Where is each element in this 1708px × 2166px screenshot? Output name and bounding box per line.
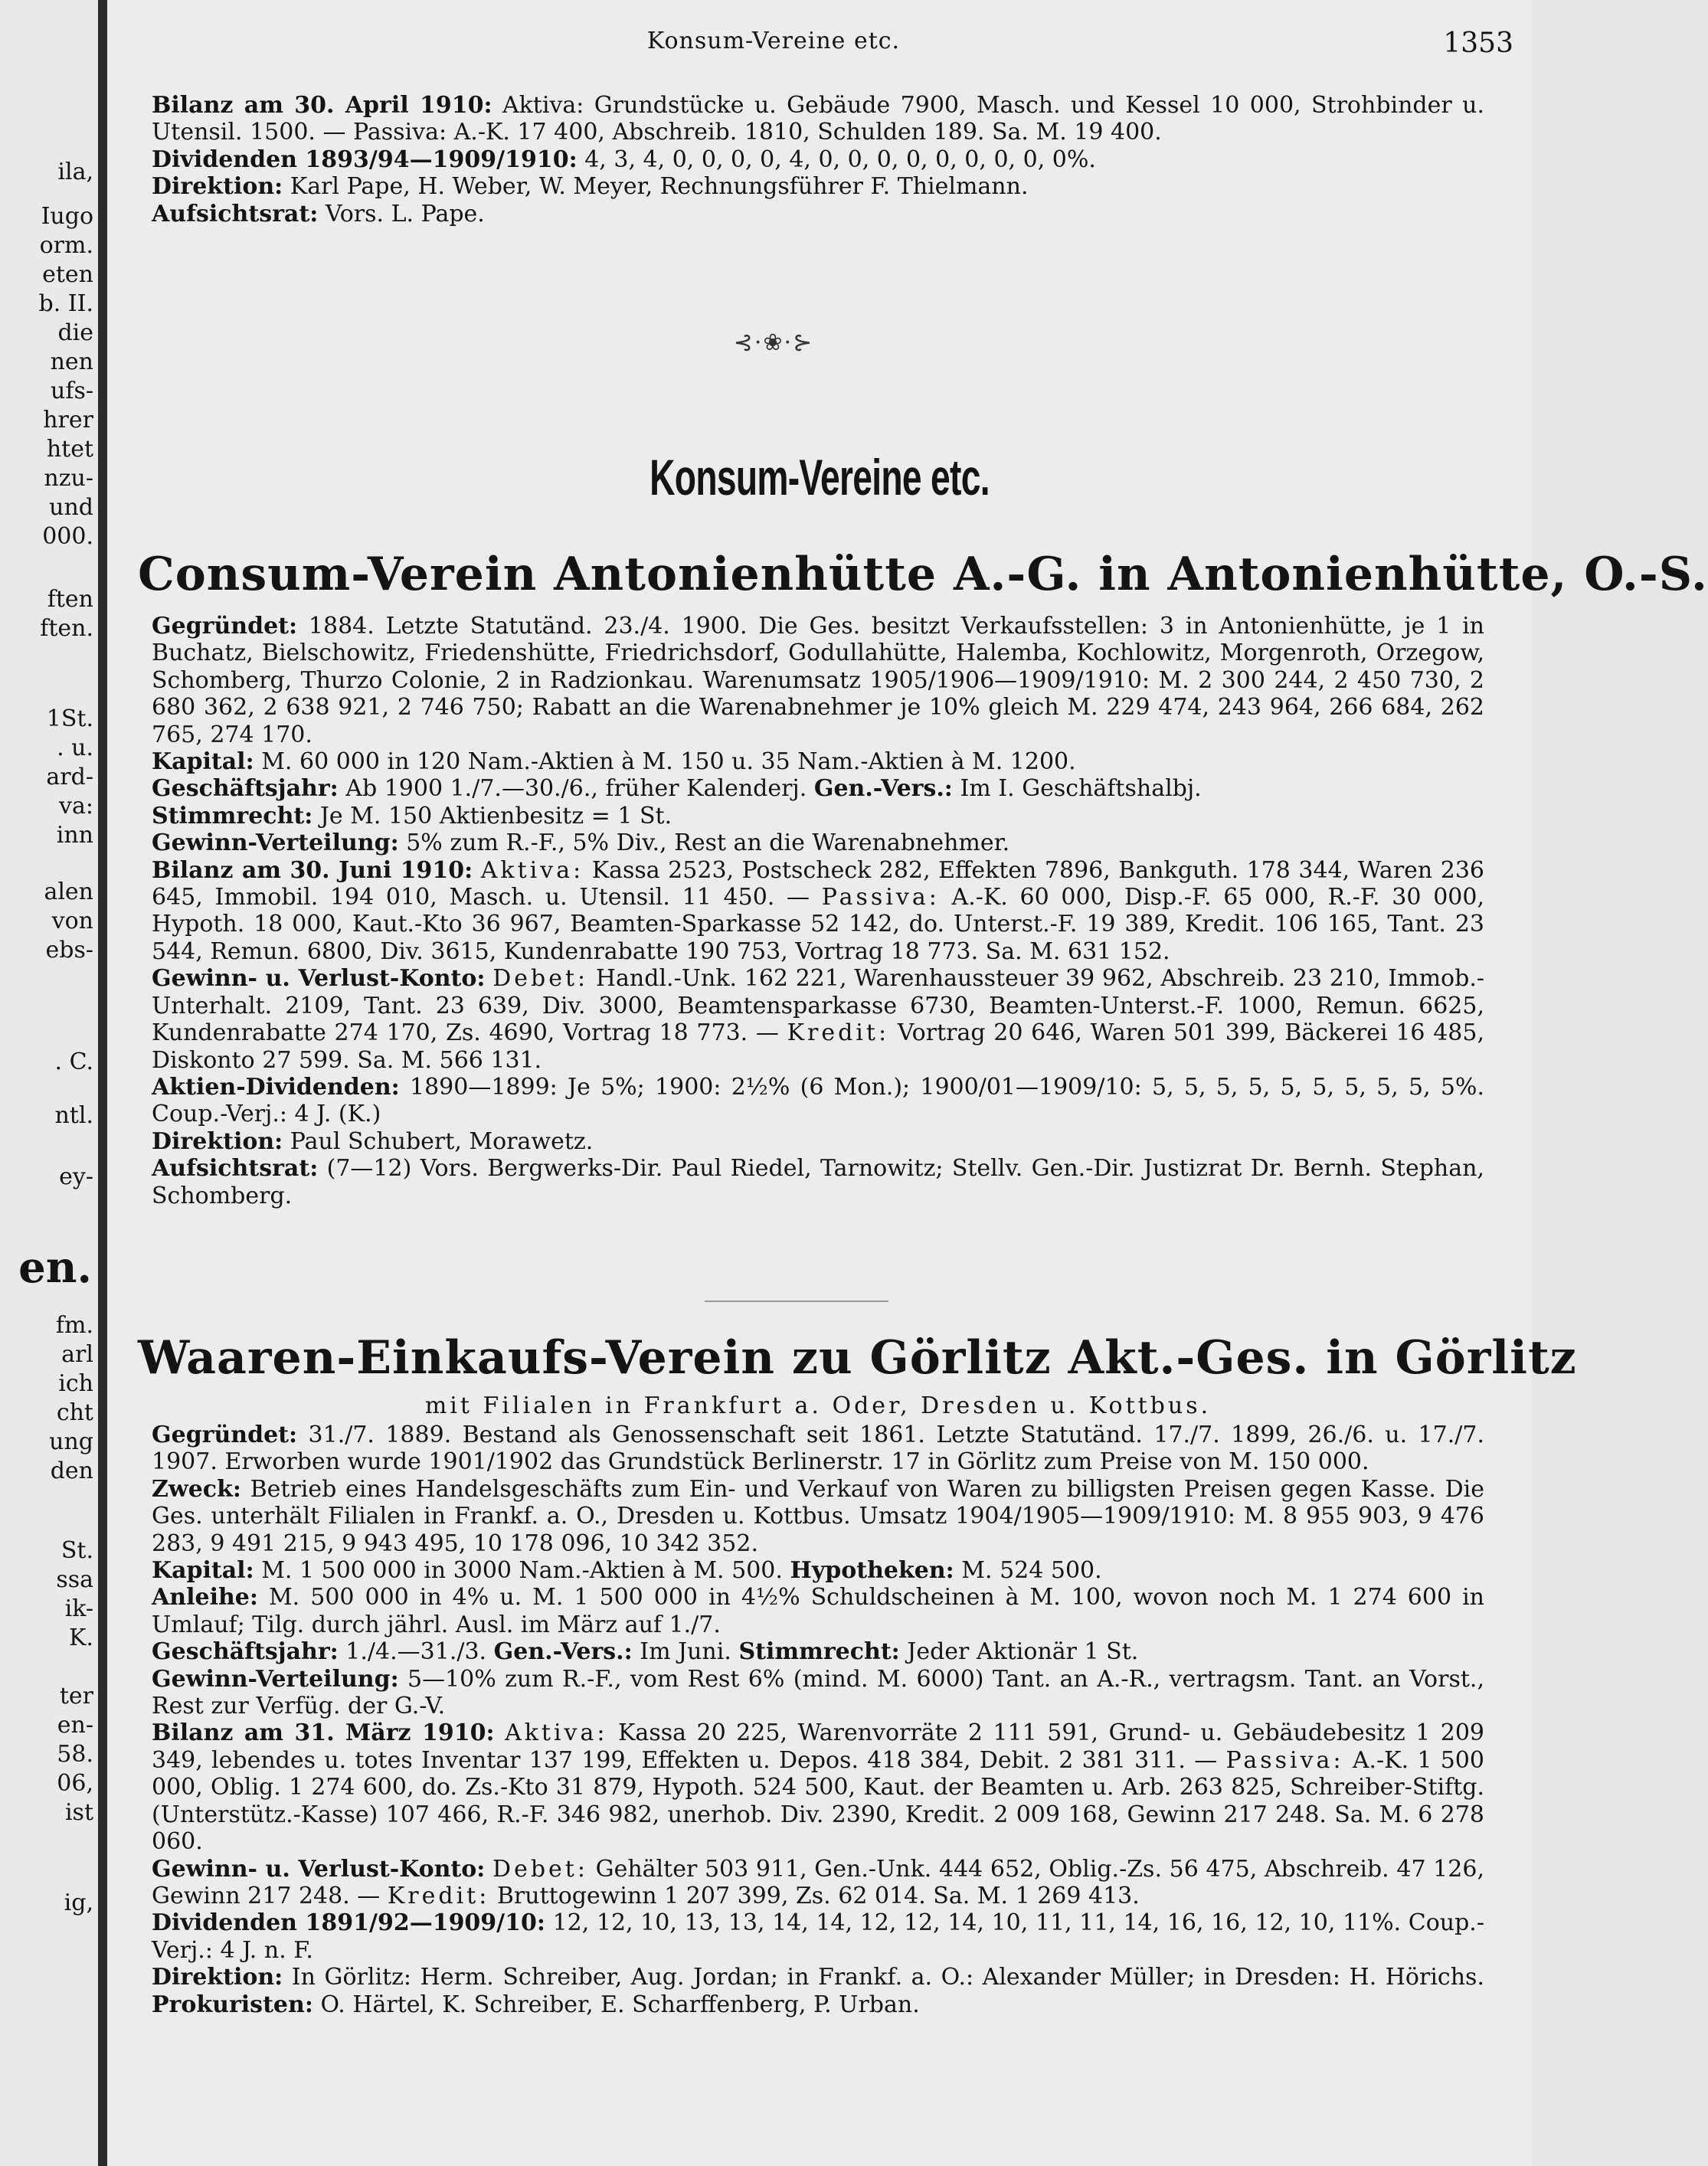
kapital-label: Kapital: — [152, 1557, 254, 1585]
margin-fragment: Iugo — [41, 203, 93, 230]
hypotheken-text: M. 524 500. — [961, 1557, 1102, 1585]
margin-fragment: den — [50, 1458, 93, 1484]
genvers-text: Im I. Geschäftshalbj. — [960, 775, 1202, 803]
geschaeftsjahr-text: Ab 1900 1./7.—30./6., früher Kalenderj. — [345, 775, 807, 803]
gewinn-verteilung-label: Gewinn-Verteilung: — [152, 1665, 399, 1693]
bilanz-passiva-text: A.-K. 1 500 000, Oblig. 1 274 600, do. Zs.-Kto 31 879, Hypoth. 524 500, Kaut. der Beamten u. Arb. 263 825, Schreiber-Stiftg. (Unterstütz.-Kasse) 107 466, R.-F. 346 982, unerhob. Div. 2390, Kredit. 2 009 168, Gewinn 217 248. Sa. M. 6 278 060. — [152, 1746, 1484, 1856]
direktion-label: Direktion: — [152, 1964, 283, 1991]
margin-fragment: arl — [61, 1341, 93, 1368]
margin-fragment: va: — [59, 793, 93, 820]
direktion-text: Karl Pape, H. Weber, W. Meyer, Rechnungsführer F. Thielmann. — [290, 173, 1029, 201]
gegruendet-text: 31./7. 1889. Bestand als Genossenschaft seit 1861. Letzte Statutänd. 17./7. 1899, 26./6. u. 17./7. 1907. Erworben wurde 1901/1902 das Grundstück Berlinerstr. 17 in Görlitz zum Preise von M. 150 000. — [152, 1422, 1484, 1476]
margin-fragment: die — [57, 319, 93, 346]
anleihe-text: M. 500 000 in 4% u. M. 1 500 000 in 4½% Schuldscheinen à M. 100, wovon noch M. 1 274 600 in Umlauf; Tilg. durch jährl. Ausl. im März auf 1./7. — [152, 1584, 1484, 1638]
entry-goerlitz — [152, 1422, 1484, 2018]
stimmrecht-label: Stimmrecht: — [152, 802, 313, 829]
geschaeftsjahr-label: Geschäftsjahr: — [152, 1638, 339, 1666]
kapital-label: Kapital: — [152, 748, 254, 776]
aufsichtsrat-label: Aufsichtsrat: — [152, 1155, 319, 1183]
anleihe-label: Anleihe: — [152, 1584, 258, 1611]
guv-kredit-text: Vortrag 20 646, Waren 501 399, Bäckerei 16 485, Diskonto 27 599. Sa. M. 566 131. — [152, 1019, 1484, 1074]
stimmrecht-label: Stimmrecht: — [738, 1638, 900, 1666]
aktien-dividenden-label: Aktien-Dividenden: — [152, 1073, 400, 1101]
margin-fragment: 1St. — [46, 705, 93, 732]
zweck-text: Betrieb eines Handelsgeschäfts zum Ein- und Verkauf von Waren zu billigsten Preisen gegen Kasse. Die Ges. unterhält Filialen in Frankf. a. O., Dresden u. Kottbus. Umsatz 1904/1905—1909/1910: M. 8 955 903, 9 476 283, 9 491 215, 9 943 495, 10 178 096, 10 342 352. — [152, 1475, 1484, 1557]
geschaeftsjahr-text: 1./4.—31./3. — [345, 1638, 487, 1666]
gegruendet-label: Gegründet: — [152, 613, 298, 640]
dividenden-text: 4, 3, 4, 0, 0, 0, 0, 4, 0, 0, 0, 0, 0, 0, 0, 0, 0%. — [584, 146, 1096, 173]
aufsichtsrat-text: Vors. L. Pape. — [325, 200, 485, 227]
aktiva-label: Aktiva: — [505, 1719, 608, 1747]
aufsichtsrat-text: (7—12) Vors. Bergwerks-Dir. Paul Riedel, Tarnowitz; Stellv. Gen.-Dir. Justizrat Dr. Bernh. Stephan, Schomberg. — [152, 1155, 1484, 1209]
kapital-text: M. 1 500 000 in 3000 Nam.-Aktien à M. 500. — [261, 1557, 783, 1585]
bilanz-label: Bilanz am 30. April 1910: — [152, 92, 492, 119]
margin-fragment: ntl. — [54, 1102, 93, 1129]
margin-fragment: en- — [57, 1712, 93, 1739]
margin-fragment: ften — [47, 586, 93, 613]
gegruendet-label: Gegründet: — [152, 1422, 298, 1448]
margin-fragment: K. — [69, 1624, 93, 1651]
margin-fragment: fm. — [55, 1312, 93, 1339]
guv-debet-text: Handl.-Unk. 162 221, Warenhaussteuer 39 962, Abschreib. 23 210, Immob.-Unterhalt. 2109, Tant. 23 639, Div. 3000, Beamtensparkasse 6730, Beamten-Unterst.-F. 1000, Remun. 6625, Kundenrabatte 274 170, Zs. 4690, Vortrag 18 773. — — [152, 965, 1484, 1047]
company-title-goerlitz: Waaren-Einkaufs-Verein zu Görlitz Akt.-Ges. in Görlitz — [138, 1331, 1577, 1385]
margin-fragment: ey- — [59, 1163, 93, 1190]
margin-fragment: nzu- — [44, 465, 93, 492]
margin-fragment: htet — [46, 436, 93, 463]
aufsichtsrat-label: Aufsichtsrat: — [152, 200, 319, 227]
page-header — [107, 28, 1532, 61]
ornament-divider: ⊰·❀·⊱ — [733, 329, 814, 356]
margin-fragment: ter — [59, 1683, 93, 1710]
margin-fragment: hrer — [43, 407, 93, 434]
direktion-label: Direktion: — [152, 1127, 283, 1155]
aktien-dividenden-text: 1890—1899: Je 5%; 1900: 2½% (6 Mon.); 1900/01—1909/10: 5, 5, 5, 5, 5, 5, 5, 5, 5, 5%. Coup.-Verj.: 4 J. (K.) — [152, 1073, 1484, 1128]
margin-fragment: ik- — [64, 1595, 93, 1622]
margin-fragment: und — [49, 494, 93, 521]
left-page-margin-strip — [0, 0, 98, 2166]
margin-fragment: 06, — [57, 1770, 93, 1797]
bilanz-passiva-text: A.-K. 60 000, Disp.-F. 65 000, R.-F. 30 000, Hypoth. 18 000, Kaut.-Kto 36 967, Beamten-Sparkasse 52 142, do. Unterst.-F. 19 389, Kredit. 106 165, Tant. 23 544, Remun. 6800, Div. 3615, Kundenrabatte 190 753, Vortrag 18 773. Sa. M. 631 152. — [152, 884, 1484, 965]
guv-label: Gewinn- u. Verlust-Konto: — [152, 1855, 486, 1883]
margin-fragment: ebs- — [45, 937, 93, 964]
book-gutter — [98, 0, 107, 2166]
margin-fragment: ard- — [46, 764, 93, 790]
hypotheken-label: Hypotheken: — [790, 1557, 954, 1585]
running-title: Konsum-Vereine etc. — [646, 28, 901, 54]
bilanz-aktiva-text: Kassa 20 225, Warenvorräte 2 111 591, Grund- u. Gebäudebesitz 1 209 349, lebendes u. totes Inventar 137 199, Effekten u. Depos. 418 384, Debit. 2 381 311. — — [152, 1719, 1484, 1774]
guv-kredit-text: Bruttogewinn 1 207 399, Zs. 62 014. Sa. M. 1 269 413. — [496, 1882, 1140, 1909]
margin-fragment: b. II. — [38, 290, 93, 317]
debet-label: Debet: — [492, 1855, 588, 1883]
margin-fragment: . C. — [54, 1049, 93, 1075]
margin-fragment: ssa — [56, 1566, 93, 1593]
previous-entry-continuation — [152, 92, 1484, 227]
company-subtitle-goerlitz — [152, 1392, 1484, 1419]
debet-label: Debet: — [492, 965, 589, 993]
bilanz-text: Aktiva: Grundstücke u. Gebäude 7900, Masch. und Kessel 10 000, Strohbinder u. Utensil. 1500. — Passiva: A.-K. 17 400, Abschreib. 1810, Schulden 189. Sa. M. 19 400. — [152, 92, 1485, 146]
dividenden-label: Dividenden 1891/92—1909/10: — [152, 1909, 545, 1937]
direktion-label: Direktion: — [152, 173, 283, 201]
margin-fragment: von — [51, 908, 93, 934]
gewinn-verteilung-label: Gewinn-Verteilung: — [152, 829, 399, 857]
page-number: 1353 — [1443, 28, 1513, 59]
direktion-text: Paul Schubert, Morawetz. — [290, 1127, 594, 1155]
margin-fragment: eten — [42, 261, 93, 288]
genvers-label: Gen.-Vers.: — [813, 775, 953, 803]
genvers-text: Im Juni. — [640, 1638, 731, 1666]
geschaeftsjahr-label: Geschäftsjahr: — [152, 775, 339, 803]
bilanz-label: Bilanz am 31. März 1910: — [152, 1719, 495, 1747]
margin-fragment: ich — [58, 1370, 93, 1397]
margin-fragment: inn — [56, 822, 93, 849]
margin-fragment: 000. — [42, 523, 93, 550]
gewinn-verteilung-text: 5—10% zum R.-F., vom Rest 6% (mind. M. 6000) Tant. an A.-R., vertragsm. Tant. an Vorst., Rest zur Verfüg. der G.-V. — [152, 1665, 1484, 1720]
prokuristen-text: O. Härtel, K. Schreiber, E. Scharffenberg, P. Urban. — [320, 1991, 920, 2018]
kredit-label: Kredit: — [387, 1882, 490, 1909]
kredit-label: Kredit: — [787, 1019, 890, 1047]
margin-fragment: ig, — [64, 1890, 93, 1916]
bilanz-label: Bilanz am 30. Juni 1910: — [152, 856, 473, 884]
stimmrecht-text: Je M. 150 Aktienbesitz = 1 St. — [319, 802, 672, 829]
dividenden-text: 12, 12, 10, 13, 13, 14, 14, 12, 12, 14, 10, 11, 11, 14, 16, 16, 12, 10, 11%. Coup.-Verj.: 4 J. n. F. — [152, 1909, 1484, 1964]
guv-debet-text: Gehälter 503 911, Gen.-Unk. 444 652, Oblig.-Zs. 56 475, Abschreib. 47 126, Gewinn 217 248. — — [152, 1855, 1484, 1909]
passiva-label: Passiva: — [1225, 1746, 1344, 1774]
gegruendet-text: 1884. Letzte Statutänd. 23./4. 1900. Die Ges. besitzt Verkaufsstellen: 3 in Antonienhütte, je 1 in Buchatz, Bielschowitz, Friedenshütte, Friedrichsdorf, Godullahütte, Halemba, Kochlowitz, Morgenroth, Orzegow, Schomberg, Thurzo Colonie, 2 in Radzionkau. Warenumsatz 1905/1906—1909/1910: M. 2 300 244, 2 450 730, 2 680 362, 2 638 921, 2 746 750; Rabatt an die Warenabnehmer je 10% gleich M. 229 474, 243 964, 266 684, 262 765, 274 170. — [152, 613, 1484, 748]
entry-separator-rule — [705, 1301, 888, 1302]
margin-fragment: ften. — [40, 615, 93, 642]
kapital-text: M. 60 000 in 120 Nam.-Aktien à M. 150 u. 35 Nam.-Aktien à M. 1200. — [261, 748, 1076, 776]
margin-fragment: ila, — [57, 159, 93, 185]
aktiva-label: Aktiva: — [480, 856, 584, 884]
margin-fragment: nen — [50, 348, 93, 375]
gewinn-verteilung-text: 5% zum R.-F., 5% Div., Rest an die Warenabnehmer. — [406, 829, 1010, 857]
direktion-text: In Görlitz: Herm. Schreiber, Aug. Jordan; in Frankf. a. O.: Alexander Müller; in Dresden: H. Hörichs. — [291, 1964, 1484, 1991]
stimmrecht-text: Jeder Aktionär 1 St. — [907, 1638, 1139, 1666]
company-subtitle-text: mit Filialen in Frankfurt a. Oder, Dresden u. Kottbus. — [424, 1392, 1212, 1419]
margin-fragment: . u. — [57, 735, 93, 761]
prokuristen-label: Prokuristen: — [152, 1991, 313, 2018]
margin-fragment: ist — [64, 1799, 93, 1826]
bilanz-aktiva-text: Kassa 2523, Postscheck 282, Effekten 7896, Bankguth. 178 344, Waren 236 645, Immobil. 194 010, Masch. u. Utensil. 11 450. — — [152, 856, 1484, 911]
section-title: Konsum-Vereine etc. — [649, 449, 990, 506]
guv-label: Gewinn- u. Verlust-Konto: — [152, 965, 486, 993]
margin-fragment: 58. — [57, 1741, 93, 1768]
zweck-label: Zweck: — [152, 1475, 241, 1503]
margin-fragment: alen — [44, 879, 93, 905]
entry-antonienhuette — [152, 613, 1484, 1209]
margin-fragment: cht — [56, 1399, 93, 1426]
margin-fragment: orm. — [39, 232, 93, 259]
genvers-label: Gen.-Vers.: — [493, 1638, 633, 1666]
margin-fragment: St. — [61, 1537, 93, 1564]
margin-fragment: ufs- — [51, 378, 93, 404]
document-page — [107, 0, 1708, 2166]
margin-fragment: ung — [49, 1428, 93, 1455]
company-title-antonienhuette: Consum-Verein Antonienhütte A.-G. in Antonienhütte, O.-S. — [138, 548, 1708, 601]
passiva-label: Passiva: — [821, 884, 940, 911]
dividenden-label: Dividenden 1893/94—1909/1910: — [152, 146, 578, 173]
margin-fragment: en. — [18, 1242, 92, 1293]
